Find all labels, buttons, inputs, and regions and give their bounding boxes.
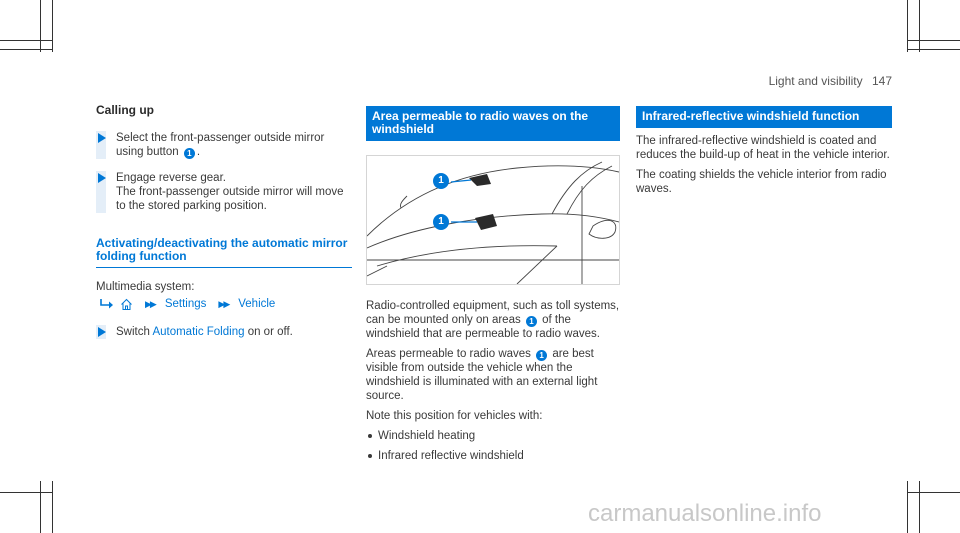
crop-mark (908, 40, 960, 41)
crop-mark (0, 49, 52, 50)
paragraph (366, 299, 620, 341)
step-arrow-icon (98, 133, 106, 143)
paragraph: The infrared-reflective windshield is coated and reduces the build-up of heat in the vehicle interior. (636, 135, 890, 161)
instruction-step: Select the front-passenger outside mirror using button 1 . (96, 131, 352, 159)
step-arrow-icon (98, 327, 106, 337)
heading-calling-up: Calling up (96, 103, 154, 117)
windshield-illustration (366, 155, 620, 285)
column-right (636, 100, 892, 202)
bullet-icon (368, 454, 372, 458)
list-item-text: Infrared reflective windshield (378, 450, 524, 462)
callout-badge: 1 (184, 148, 195, 159)
step-result-text: The front-passenger outside mirror will move to the stored parking position. (116, 186, 344, 212)
paragraph (366, 347, 620, 403)
watermark: carmanualsonline.info (588, 500, 822, 527)
heading-mirror-folding: Activating/deactivating the automatic mirror folding function (96, 237, 352, 268)
menu-option-automatic-folding: Automatic Folding (152, 326, 245, 338)
crop-mark (40, 0, 41, 52)
chevron-right-icon: ▶▶ (145, 299, 155, 309)
menu-path (100, 297, 352, 311)
heading-infrared-windshield: Infrared-reflective windshield function (636, 106, 892, 128)
paragraph-text: Radio-controlled equipment, such as toll systems, can be mounted only on areas (366, 300, 620, 326)
bullet-icon (368, 434, 372, 438)
step-arrow-icon (98, 173, 106, 183)
page-header (769, 74, 892, 88)
windshield-drawing (367, 156, 619, 284)
column-middle (366, 100, 620, 469)
multimedia-label: Multimedia system: (96, 281, 195, 293)
crop-mark (52, 0, 53, 52)
instruction-step (96, 171, 352, 213)
home-icon (120, 298, 133, 311)
step-text: Switch (116, 326, 150, 338)
crop-mark (907, 481, 908, 533)
crop-mark (919, 0, 920, 52)
paragraph: The coating shields the vehicle interior from radio waves. (636, 169, 887, 195)
figure-callout-badge: 1 (433, 173, 449, 189)
path-settings: Settings (164, 298, 207, 310)
paragraph: Note this position for vehicles with: (366, 410, 543, 422)
section-title: Light and visibility (768, 74, 863, 88)
step-text: on or off. (247, 326, 293, 338)
crop-mark (907, 0, 908, 52)
instruction-step (96, 325, 352, 339)
crop-mark (0, 40, 52, 41)
crop-mark (0, 492, 52, 493)
list-item (366, 449, 620, 463)
crop-mark (919, 481, 920, 533)
step-text: Engage reverse gear. (116, 172, 226, 184)
crop-mark (40, 481, 41, 533)
chevron-right-icon: ▶▶ (218, 299, 229, 309)
column-left (96, 100, 352, 351)
path-vehicle: Vehicle (238, 298, 276, 310)
figure-callout-badge: 1 (433, 214, 449, 230)
paragraph-text: Areas permeable to radio waves (366, 348, 531, 360)
callout-badge: 1 (526, 316, 537, 327)
page-number: 147 (871, 74, 892, 88)
callout-badge: 1 (536, 350, 547, 361)
list-item (366, 429, 620, 443)
heading-radio-permeable-area: Area permeable to radio waves on the windshield (366, 106, 620, 141)
step-text: Select the front-passenger outside mirror using button (116, 132, 325, 158)
crop-mark (52, 481, 53, 533)
crop-mark (908, 49, 960, 50)
list-item-text: Windshield heating (378, 430, 476, 442)
paragraph-text: are best visible from outside the vehicle when the windshield is illuminated with an external light source. (366, 348, 598, 402)
paragraph-text: of the windshield that are permeable to radio waves. (366, 314, 600, 340)
crop-mark (908, 492, 960, 493)
path-pointer-icon (100, 299, 114, 309)
